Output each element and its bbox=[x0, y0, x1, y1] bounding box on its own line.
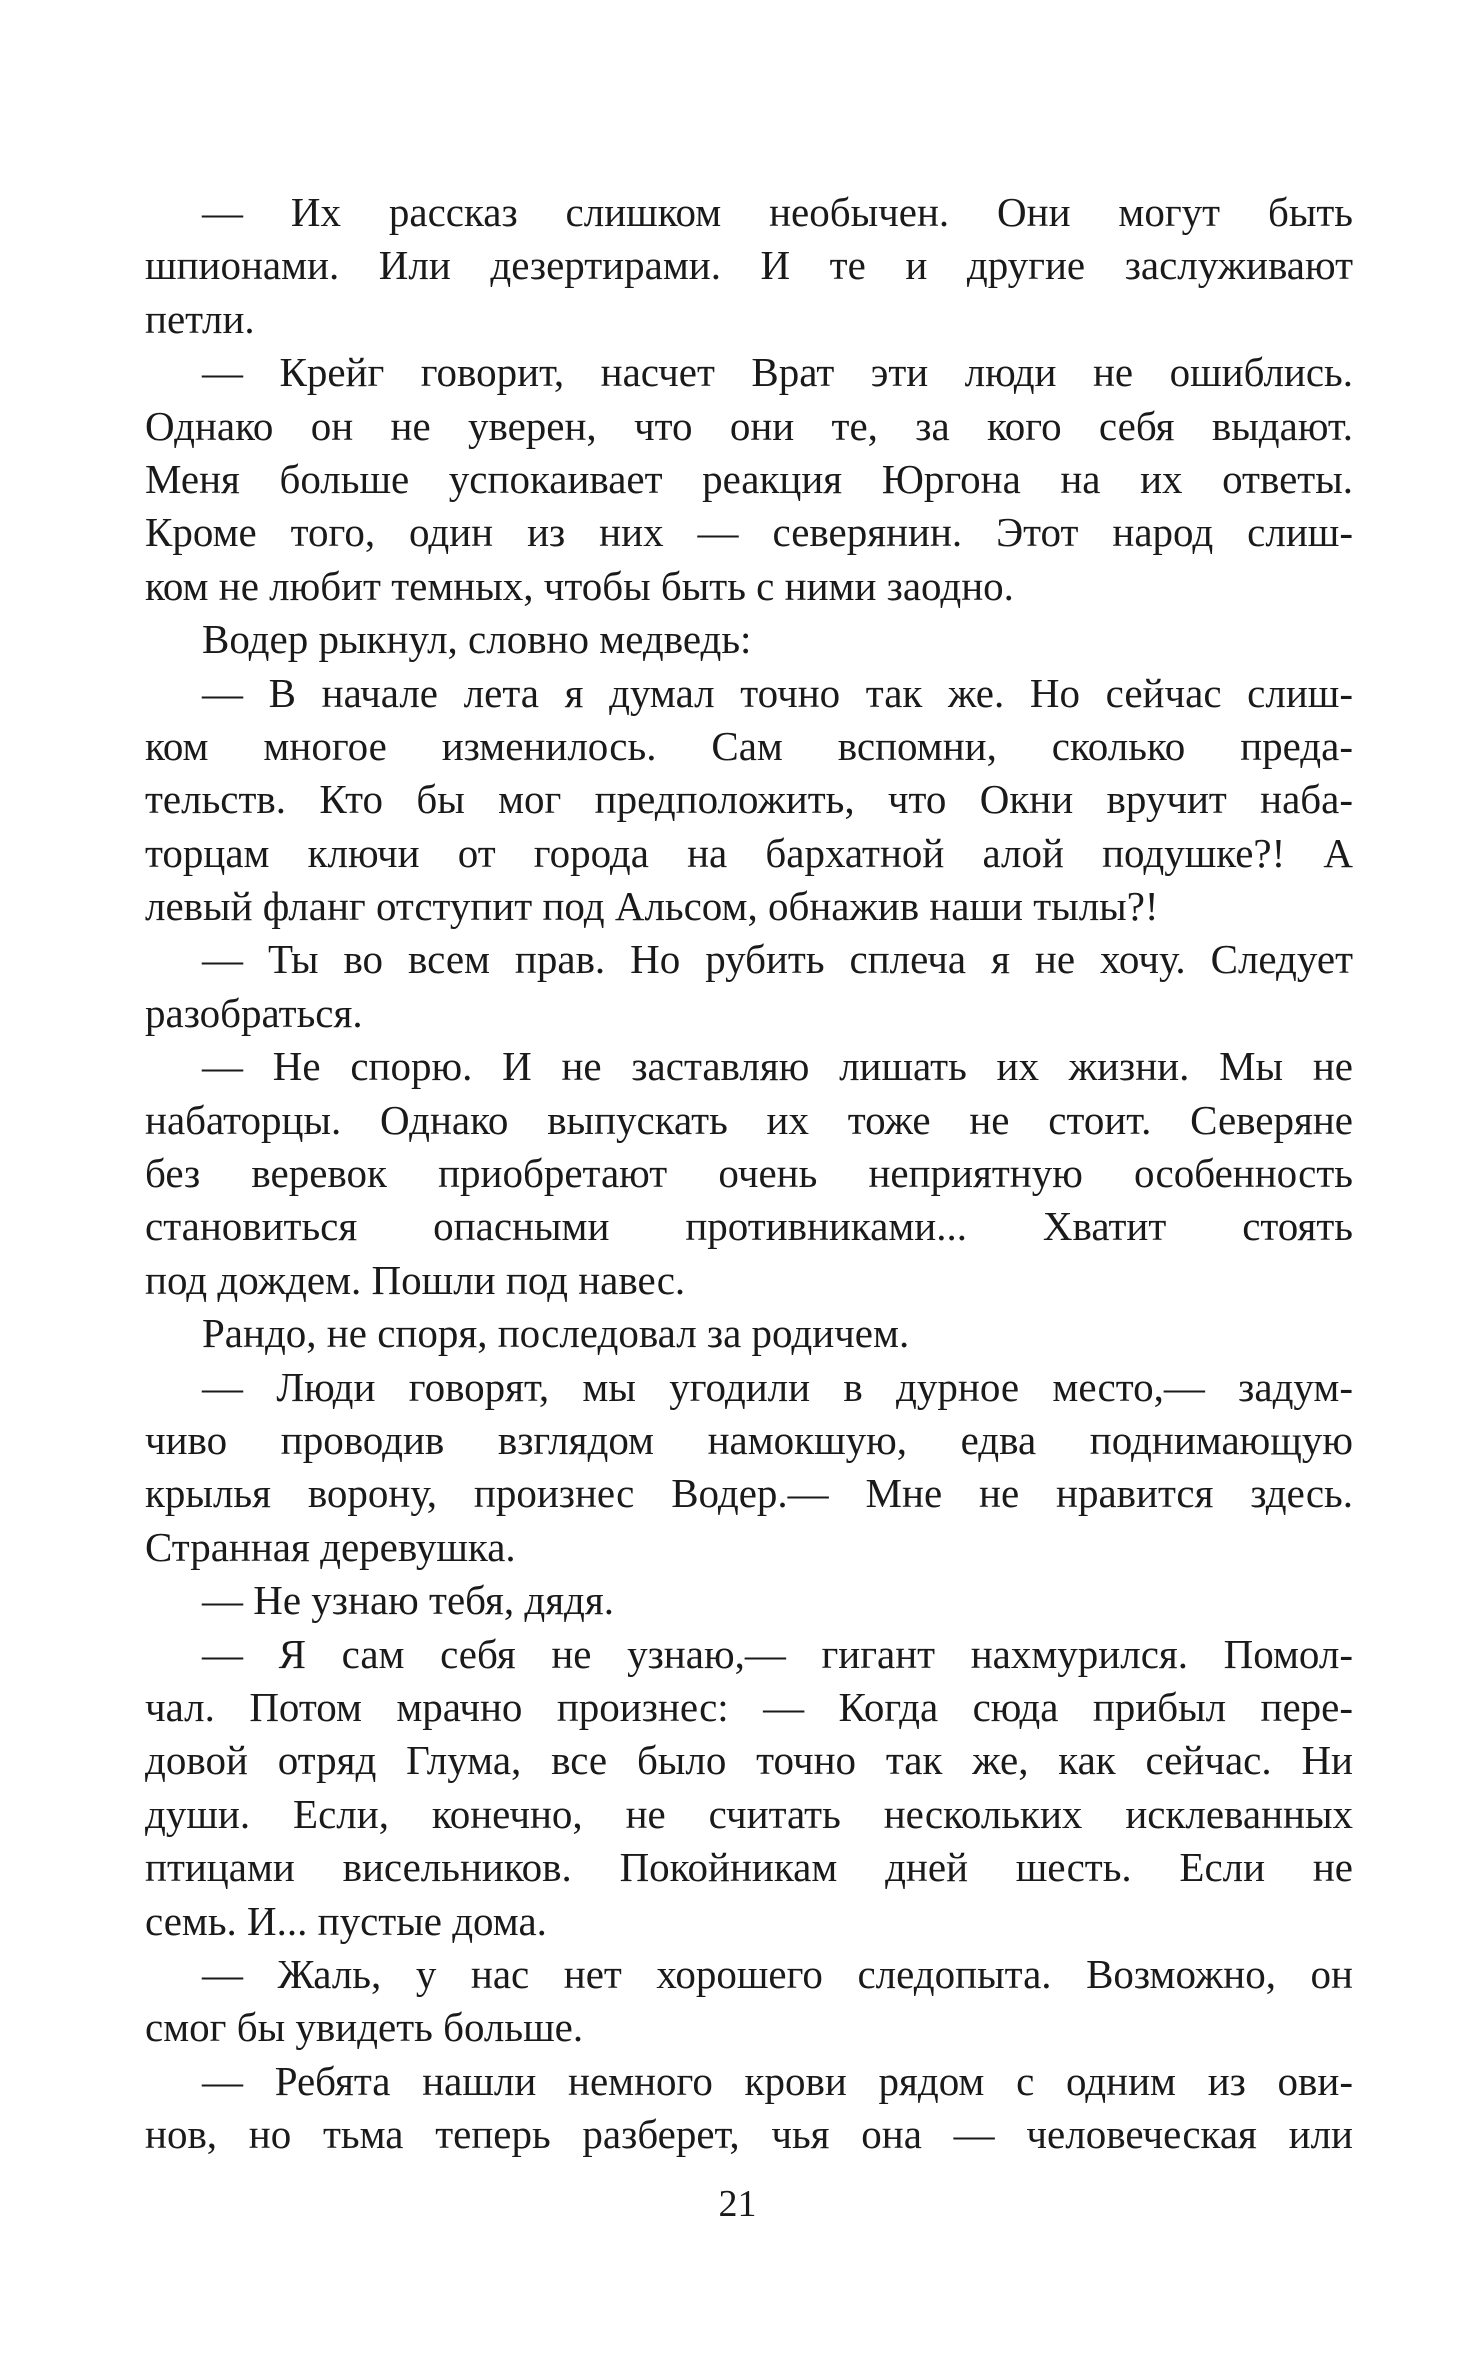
text-line: птицами висельников. Покойникам дней шесть. Если не bbox=[145, 1844, 1353, 1891]
text-line: крылья ворону, произнес Водер.— Мне не нравится здесь. bbox=[145, 1470, 1353, 1517]
text-line: без веревок приобретают очень неприятную особенность bbox=[145, 1150, 1353, 1197]
text-line: — Я сам себя не узнаю,— гигант нахмурился. Помол- bbox=[202, 1630, 1353, 1677]
text-line: души. Если, конечно, не считать нескольких исклеванных bbox=[145, 1790, 1353, 1837]
text-line: шпионами. Или дезертирами. И те и другие заслуживают bbox=[145, 242, 1353, 289]
text-line: — Крейг говорит, насчет Врат эти люди не ошиблись. bbox=[202, 349, 1353, 396]
text-line: тельств. Кто бы мог предположить, что Окни вручит наба- bbox=[145, 776, 1353, 823]
text-line: смог бы увидеть больше. bbox=[145, 2004, 584, 2051]
text-line: ком многое изменилось. Сам вспомни, сколько преда- bbox=[145, 722, 1353, 769]
text-line: — Люди говорят, мы угодили в дурное место,— задум- bbox=[202, 1363, 1353, 1410]
text-line: Странная деревушка. bbox=[145, 1523, 516, 1570]
text-line: Кроме того, один из них — северянин. Этот народ слиш- bbox=[145, 509, 1353, 556]
text-line: — Жаль, у нас нет хорошего следопыта. Возможно, он bbox=[202, 1950, 1353, 1997]
text-line: набаторцы. Однако выпускать их тоже не стоит. Северяне bbox=[145, 1096, 1353, 1143]
text-line: петли. bbox=[145, 295, 255, 342]
text-line: — В начале лета я думал точно так же. Но сейчас слиш- bbox=[202, 669, 1353, 716]
text-line: под дождем. Пошли под навес. bbox=[145, 1256, 686, 1303]
text-line: — Их рассказ слишком необычен. Они могут быть bbox=[202, 189, 1353, 235]
page-number: 21 bbox=[718, 2183, 757, 2225]
text-line: нов, но тьма теперь разберет, чья она — человеческая или bbox=[145, 2111, 1353, 2158]
text-line: ком не любит темных, чтобы быть с ними заодно. bbox=[145, 562, 1014, 609]
text-line: — Ребята нашли немного крови рядом с одним из ови- bbox=[202, 2057, 1353, 2104]
text-line: Водер рыкнул, словно медведь: bbox=[202, 616, 752, 663]
text-line: — Не спорю. И не заставляю лишать их жизни. Мы не bbox=[202, 1043, 1353, 1090]
text-line: Однако он не уверен, что они те, за кого себя выдают. bbox=[145, 402, 1353, 449]
text-line: левый фланг отступит под Альсом, обнажив наши тылы?! bbox=[145, 883, 1159, 930]
text-line: — Не узнаю тебя, дядя. bbox=[202, 1577, 615, 1624]
text-line: чиво проводив взглядом намокшую, едва поднимающую bbox=[145, 1416, 1353, 1463]
text-line: разобраться. bbox=[145, 989, 363, 1036]
text-line: торцам ключи от города на бархатной алой подушке?! А bbox=[145, 829, 1353, 876]
text-line: Меня больше успокаивает реакция Юргона на их ответы. bbox=[145, 455, 1353, 502]
text-line: Рандо, не споря, последовал за родичем. bbox=[202, 1310, 910, 1357]
text-line: чал. Потом мрачно произнес: — Когда сюда прибыл пере- bbox=[145, 1683, 1353, 1730]
text-line: семь. И... пустые дома. bbox=[145, 1897, 547, 1944]
text-line: становиться опасными противниками... Хватит стоять bbox=[145, 1203, 1353, 1250]
text-line: довой отряд Глума, все было точно так же, как сейчас. Ни bbox=[145, 1737, 1353, 1784]
text-line: — Ты во всем прав. Но рубить сплеча я не хочу. Следует bbox=[202, 936, 1353, 983]
body-text bbox=[145, 186, 1353, 2161]
